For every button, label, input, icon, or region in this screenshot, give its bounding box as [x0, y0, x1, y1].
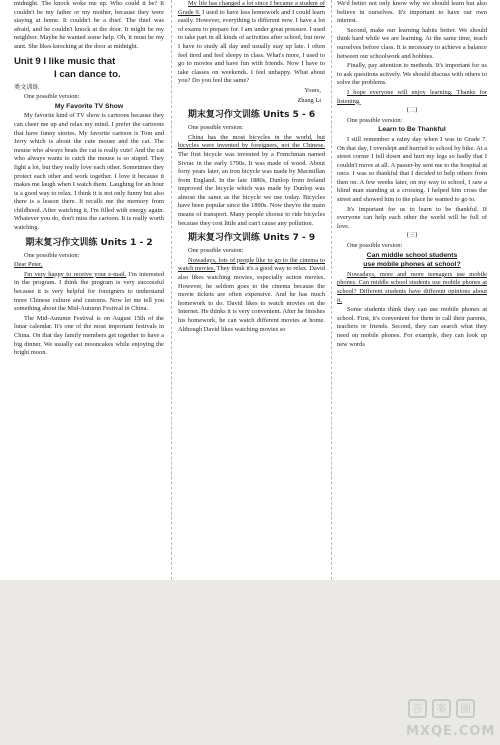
- column-right: [337, 0, 487, 580]
- unit-heading-line1: Unit 9 I like music that: [14, 55, 116, 67]
- version-label: One possible version:: [188, 124, 244, 132]
- speech-paragraph-1: We'd better not only know why we should learn but also believe in ourselves. It's important to have our own interest.: [337, 0, 487, 25]
- watermark-domain: MXQE.COM: [406, 724, 496, 739]
- version-label: One possible version:: [347, 242, 403, 250]
- speech-paragraph-2: Second, make our learning habits better. We should think hard while we are learning. At the same time, teach ourselves before class. It is necessary to achieve a balance between our schoolwork and hobbies.: [337, 26, 487, 60]
- version-label: One possible version:: [24, 93, 80, 101]
- essay-thankful-ending: It's important for us to learn to be thankful. If everyone can help each other the world will be full of love.: [337, 205, 487, 230]
- watermark-char-box: 答: [408, 699, 427, 718]
- letter-signature: Zhang Li: [297, 96, 321, 104]
- unit-heading-line2: I can dance to.: [54, 68, 121, 80]
- essay-title-line2: use mobile phones at school?: [363, 261, 461, 269]
- watermark-char-box: 圈: [456, 699, 475, 718]
- review-heading-units-7-9: 期末复习作文训练 Units 7 - 9: [187, 233, 316, 244]
- watermark: [402, 699, 494, 739]
- essay-bicycles: China has the most bicycles in the world, but bicycles were invented by foreigners, not the Chinese. The first bicycle was invented by a Frenchman named Sivrac in the early 1790s. It was made of wood. About forty years later, an iron bicycle was made by Macmillan from England. In the late 1880s, Dunlop from Ireland improved the bicycle which was made by Dunlop was almost the same as the bicycle we use today. Bicycles have been popular since the 1890s. Now they're the main means of transport. Many people choose to ride bicycles because they cost little and can't cause any pollution.: [178, 133, 325, 227]
- letter-greeting: Dear Peter,: [14, 261, 43, 269]
- item-number-3: (三): [406, 232, 418, 240]
- essay-title-line1: Can middle school students: [366, 251, 458, 259]
- watermark-char-box: 案: [432, 699, 451, 718]
- version-label: One possible version:: [347, 116, 403, 124]
- essay-tv-show: My favorite kind of TV show is cartoons because they can cheer me up and relax my mind. I prefer the cartoons that have funny stories. My favorite cartoon is Tom and Jerry which is about the cute mouse and the cat. The mouse who always beats the cat is really cute! And the cat who always wants to catch the mouse is so stupid. They fight a lot, but they really love each other. Sometimes they protect each other and work together. I love it because it makes me laugh when I watch them. Laughing for an hour is a good way to relax. I think it is not only funny but also there is a lesson there. It recalls me the memory from childhood. After watching it, I'm filled with energy again. Whatever you do, don't miss the cartoon. It is really worth watching.: [14, 112, 164, 232]
- item-number-2: (二): [406, 107, 418, 115]
- column-left: [14, 0, 164, 580]
- essay-thankful: I still remember a rainy day when I was in Grade 7. On that day, I overslept and hurried to school by bike. At a street corner I fell down and hurt my legs so badly that I couldn't move at all. A passer-by sent me to the hospital at once. I was so thankful that I decided to help others from then on. A few weeks later, on my way to school, I saw a blind man standing at a crossing. I helped him cross the street and showed him to the place he wanted to go to.: [337, 135, 487, 204]
- letter-body: My life has changed a lot since I became a student of Grade 9. I used to have less homework and I could learn easily. However, everything is different now. I have a lot of exams to prepare for. I am under great pressure. I used to take part in all kinds of activities after school, but now I have to study all day and usually stay up late. I often feel tired and feel sleepy in class. What's more, I used to go to movies and have fun with friends. Now I have to take classes on weekends. I feel unhappy. What about you? Do you feel the same?: [178, 0, 325, 85]
- column-middle: [178, 0, 325, 580]
- review-heading-units-1-2: 期末复习作文训练 Units 1 - 2: [25, 237, 153, 248]
- essay-title: Learn to Be Thankful: [378, 126, 446, 134]
- page-shadow-area: [0, 580, 500, 745]
- essay-phones-body: Some students think they can use mobile phones at school. First, it's convenient for them to call their parents, teachers or friends. Second, they can search what they need on mobile phones. For example, they can look up new words: [337, 306, 487, 348]
- letter-paragraph-1: I'm very happy to receive your e-mail. I'm interested in the program. I think the program is very successful because it is very helpful for foreigners to understand more Chinese culture and customs. Now let me tell you something about the Mid-Autumn Festival in China.: [14, 270, 164, 313]
- review-heading-units-5-6: 期末复习作文训练 Units 5 - 6: [187, 110, 316, 121]
- section-label: 类文训练: [14, 83, 39, 91]
- letter-closing: Yours,: [304, 86, 321, 94]
- story-ending: midnight. The knock woke me up. Who could it be? It couldn't be my father or my mother, because they were staying at home. It couldn't be a thief. The thief was afraid, and he couldn't knock at the door. It might be my neighbor. Maybe he wanted some help. Oh, it must be my aunt. She likes knocking at the door at midnight.: [14, 0, 164, 50]
- version-label: One possible version:: [24, 251, 80, 259]
- letter-paragraph-2: The Mid-Autumn Festival is on August 15th of the lunar calendar. It's one of the most important festivals in China. On that day family members get together to have a big dinner. We usually eat mooncakes while enjoying the bright moon.: [14, 314, 164, 357]
- unit-9-heading: [14, 55, 164, 81]
- essay-phones-intro: Nowadays, more and more teenagers use mobile phones. Can middle school students use mobile phones at school? Different students have different opinions about it.: [337, 270, 487, 304]
- speech-closing: I hope everyone will enjoy learning. Thanks for listening.: [337, 88, 487, 105]
- essay-title: My Favorite TV Show: [54, 102, 124, 110]
- column-divider: [171, 0, 172, 580]
- essay-movies: Nowadays, lots of people like to go to the cinema to watch movies. They think it's a good way to relax. David also likes watching movies, especially action movies. However, he seldom goes to the cinema because the movie tickets are often expensive. And he has much homework to do. David likes to watch movies on the Internet. He thinks it is very convenient. After he finishes his homework, he can watch different movies at home. Although David likes watching movies so: [178, 256, 325, 333]
- version-label: One possible version:: [188, 247, 244, 255]
- speech-paragraph-3: Finally, pay attention to methods. It's important for us to ask questions actively. We should discuss with others to solve the problems.: [337, 62, 487, 87]
- column-divider: [331, 0, 332, 580]
